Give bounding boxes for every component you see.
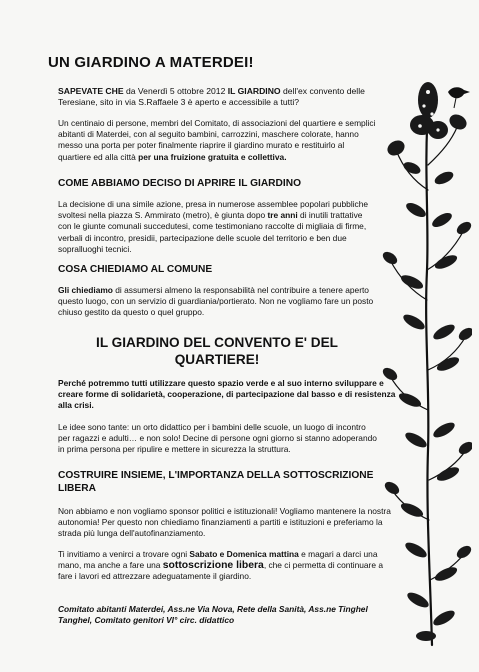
paragraph-decision-bold: tre anni	[267, 210, 298, 221]
paragraph-people-bold: per una fruizione gratuita e collettiva.	[138, 151, 287, 162]
heading-decision: COME ABBIAMO DECISO DI APRIRE IL GIARDINO	[58, 178, 302, 189]
signature: Comitato abitanti Materdei, Ass.ne Via Nova, Rete della Sanità, Ass.ne Tinghel Tanghel, Comitato genitori VI° circ. didattico	[58, 604, 368, 626]
paragraph-invitation-text-1: Ti invitiamo a venirci a trovare ogni	[58, 549, 190, 559]
page-title: UN GIARDINO A MATERDEI!	[48, 54, 254, 71]
paragraph-people	[58, 118, 376, 163]
intro-lead: SAPEVATE CHE	[58, 86, 126, 96]
paragraph-people-text: Un centinaio di persone, membri del Comitato, di associazioni del quartiere e semplici abitanti di Materdei, con al seguito bambini, carrozzini, maschere colorate, hanno messo una porta per poter finalmente riaprire il giardino murato e restituirlo al quartiere ed alla città	[58, 118, 376, 162]
paragraph-invitation-text-2: e magari a darci una mano, ma anche a fare una	[58, 549, 378, 571]
headline-neighborhood: IL GIARDINO DEL CONVENTO E' DEL QUARTIERE!	[96, 335, 338, 367]
paragraph-decision-text-2: di inutili trattative con le giunte comunali succedutesi, come testimoniano raccolte di migliaia di firme, verbali di incontro, presidii, partecipazione delle scuole del territorio e ben due sopralluoghi tecnici.	[58, 210, 367, 254]
paragraph-invitation-bold-1: Sabato e Domenica mattina	[189, 549, 299, 559]
paragraph-invitation-text-3: , che ci permetta di continuare a fare i lavori ed attrezzare adeguatamente il giardino.	[58, 560, 383, 582]
paragraph-decision-text-1: La decisione di una simile azione, presa in numerose assemblee popolari pubbliche svoltesi nella piazza S. Ammirato (metro), è giunta dopo	[58, 199, 369, 221]
intro-text-2: dell'ex convento delle Teresiane, sito in via S.Raffaele 3 è aperto e accessibile a tutti?	[58, 86, 365, 108]
intro-bold: IL GIARDINO	[227, 86, 281, 96]
paragraph-request	[58, 285, 376, 319]
paragraph-decision	[58, 199, 376, 255]
botanical-illustration	[382, 70, 472, 650]
paragraph-why: Perché potremmo tutti utilizzare questo spazio verde e al suo interno sviluppare e creare forme di solidarietà, cooperazione, di partecipazione dal basso e di resistenza alla crisi.	[58, 378, 396, 411]
paragraph-autonomy: Non abbiamo e non vogliamo sponsor politici e istituzionali! Vogliamo mantenere la nostra autonomia! Per questo non chiediamo finanziamenti a partiti e istituzioni e preferiamo la strada più lunga dell'autofinanziamento.	[58, 506, 391, 539]
heading-subscription: COSTRUIRE INSIEME, L'IMPORTANZA DELLA SOTTOSCRIZIONE LIBERA	[58, 470, 374, 494]
paragraph-ideas: Le idee sono tante: un orto didattico per i bambini delle scuole, un luogo di incontro per ragazzi e adulti… e non solo! Decine di persone ogni giorno si stanno adoperando in prima persona per ripulire e mettere in sicurezza la struttura.	[58, 422, 377, 455]
paragraph-invitation	[58, 549, 392, 583]
intro-paragraph	[58, 86, 368, 108]
paragraph-invitation-bold-2: sottoscrizione libera	[162, 560, 264, 572]
heading-request: COSA CHIEDIAMO AL COMUNE	[58, 264, 213, 275]
paragraph-request-text: di assumersi almeno la responsabilità nel contribuire a tenere aperto questo luogo, con un servizio di guardiania/portierato. Non ne vogliamo fare un posto chiuso gestito da questo o quel gruppo.	[58, 285, 374, 318]
paragraph-request-bold: Gli chiediamo	[58, 285, 113, 295]
bird-icon	[448, 87, 470, 108]
intro-text-1: da Venerdì 5 ottobre 2012	[125, 86, 228, 96]
